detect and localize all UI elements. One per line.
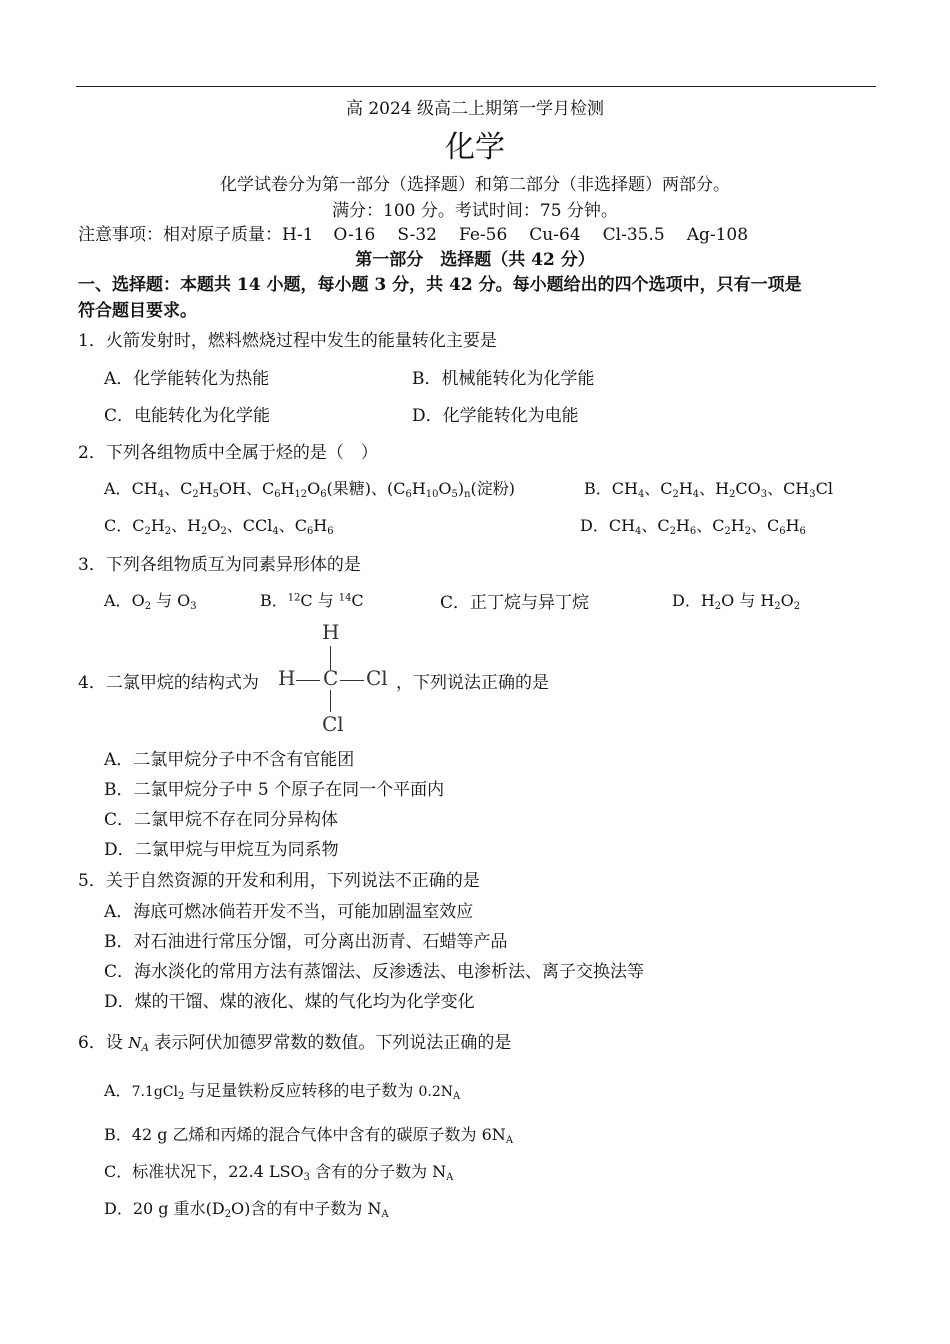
- bond-left: [296, 680, 320, 681]
- q5-option-d: D．煤的干馏、煤的液化、煤的气化均为化学变化: [104, 992, 475, 1012]
- q3-option-c: C．正丁烷与异丁烷: [440, 593, 590, 613]
- atomic-mass: Cl-35.5: [602, 225, 665, 245]
- q4-option-d: D．二氯甲烷与甲烷互为同系物: [104, 840, 339, 860]
- bond-right: [340, 680, 364, 681]
- formula-atom-left: H: [278, 666, 296, 690]
- q6-option-b: B．42 g 乙烯和丙烯的混合气体中含有的碳原子数为 $6N_A$: [104, 1125, 513, 1146]
- atomic-mass: O-16: [333, 225, 376, 245]
- formula-atom-center: C: [323, 666, 339, 690]
- q2-stem: 2．下列各组物质中全属于烃的是（ ）: [78, 443, 378, 463]
- q5-option-b: B．对石油进行常压分馏，可分离出沥青、石蜡等产品: [104, 932, 508, 952]
- atomic-mass: Ag-108: [686, 225, 749, 245]
- section-instruction-2: 符合题目要求。: [78, 301, 197, 321]
- q1-option-b: B．机械能转化为化学能: [412, 369, 595, 389]
- formula-atom-top: H: [322, 620, 340, 644]
- q4-option-c: C．二氯甲烷不存在同分异构体: [104, 810, 339, 830]
- q4-stem-after: ，下列说法正确的是: [396, 673, 549, 693]
- subject-title: 化学: [445, 130, 505, 165]
- q6-option-a: A．7.1gCl$_2$ 与足量铁粉反应转移的电子数为 $0.2N_A$: [104, 1081, 461, 1102]
- q1-option-c: C．电能转化为化学能: [104, 406, 271, 426]
- formula-atom-bottom: Cl: [322, 712, 344, 736]
- score-time: 满分：100 分。考试时间：75 分钟。: [332, 201, 618, 221]
- q2-option-c: C．$C_2H_2$、$H_2O_2$、CCl$_4$、$C_6H_6$: [104, 516, 334, 537]
- q2-option-b: B．$CH_4$、$C_2H_4$、$H_2CO_3$、$CH_3Cl$: [584, 479, 833, 500]
- exam-name: 高 2024 级高二上期第一学月检测: [345, 99, 605, 119]
- q5-option-c: C．海水淡化的常用方法有蒸馏法、反渗透法、电渗析法、离子交换法等: [104, 962, 645, 982]
- q4-option-a: A．二氯甲烷分子中不含有官能团: [104, 750, 355, 770]
- q2-option-a: A．$CH_4$、$C_2H_5OH$、$C_6H_{12}O_6$(果糖)、$(C_6H_{10}O_5)_n$(淀粉): [104, 479, 515, 500]
- bond-bottom: [330, 690, 331, 712]
- q3-option-b: B．$^{12}$C 与 $^{14}$C: [260, 591, 364, 610]
- dichloromethane-structure: [278, 620, 398, 738]
- q6-stem: 6．设 $N_A$ 表示阿伏加德罗常数的数值。下列说法正确的是: [78, 1033, 512, 1054]
- part1-title: 第一部分 选择题（共 42 分）: [355, 250, 595, 270]
- notes-label: 注意事项：相对原子质量：: [78, 225, 282, 245]
- atomic-mass: Cu-64: [529, 225, 581, 245]
- q5-option-a: A．海底可燃冰倘若开发不当，可能加剧温室效应: [104, 902, 474, 922]
- q6-option-d: D．20 g 重水$(D_2O)$含的有中子数为 $N_A$: [104, 1199, 389, 1220]
- q6-option-c: C．标准状况下，22.4 $LSO_3$ 含有的分子数为 $N_A$: [104, 1162, 454, 1183]
- q3-stem: 3．下列各组物质互为同素异形体的是: [78, 555, 361, 575]
- intro-text: 化学试卷分为第一部分（选择题）和第二部分（非选择题）两部分。: [220, 175, 730, 195]
- atomic-mass: S-32: [397, 225, 437, 245]
- q4-option-b: B．二氯甲烷分子中 5 个原子在同一个平面内: [104, 780, 445, 800]
- top-rule: [76, 86, 876, 87]
- notes-line: [78, 220, 748, 245]
- q3-option-a: A．$O_2$ 与 $O_3$: [104, 591, 197, 612]
- formula-atom-right: Cl: [366, 666, 388, 690]
- q4-stem-before: 4．二氯甲烷的结构式为: [78, 673, 259, 693]
- atomic-mass: H-1: [282, 225, 314, 245]
- atomic-mass: Fe-56: [458, 225, 508, 245]
- section-instruction-1: 一、选择题：本题共 14 小题，每小题 3 分，共 42 分。每小题给出的四个选项中，只有一项是: [78, 275, 802, 295]
- q2-option-d: D．$CH_4$、$C_2H_6$、$C_2H_2$、$C_6H_6$: [580, 516, 806, 537]
- q5-stem: 5．关于自然资源的开发和利用，下列说法不正确的是: [78, 871, 480, 891]
- q1-option-d: D．化学能转化为电能: [412, 406, 579, 426]
- q1-option-a: A．化学能转化为热能: [104, 369, 270, 389]
- q1-stem: 1．火箭发射时，燃料燃烧过程中发生的能量转化主要是: [78, 331, 497, 351]
- q3-option-d: D．$H_2O$ 与 $H_2O_2$: [672, 591, 801, 612]
